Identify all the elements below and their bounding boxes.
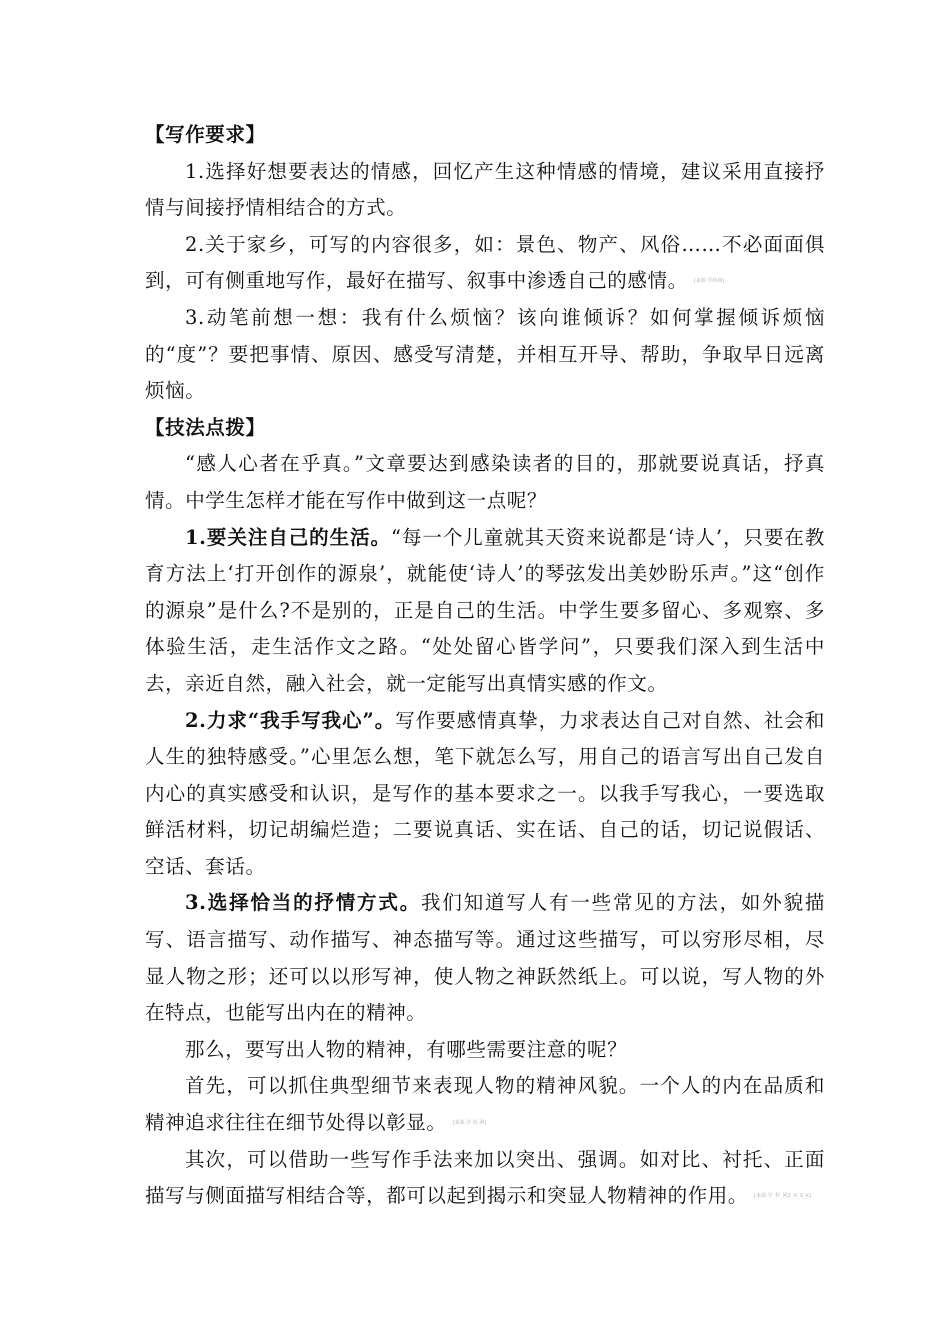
technique-point-3 xyxy=(145,885,825,1031)
source-watermark: [来源:学.科.网] xyxy=(452,1120,487,1127)
technique-point-1 xyxy=(145,520,825,703)
requirement-item-3: 3.动笔前想一想：我有什么烦恼？该向谁倾诉？如何掌握倾诉烦恼的“度”？要把事情、原因、感受写清楚，并相互开导、帮助，争取早日远离烦恼。 xyxy=(145,305,825,403)
question-paragraph: 那么，要写出人物的精神，有哪些需要注意的呢？ xyxy=(185,1037,628,1061)
technique-point-2 xyxy=(145,703,825,886)
section-heading-technique-tips: 【技法点拨】 xyxy=(145,415,266,439)
technique-point-2-title: 2.力求“我手写我心”。 xyxy=(185,708,396,732)
source-watermark: [来源:学科网] xyxy=(693,278,725,285)
requirement-item-1: 1.选择好想要表达的情感，回忆产生这种情感的情境，建议采用直接抒情与间接抒情相结合的方式。 xyxy=(145,159,825,220)
first-method-paragraph xyxy=(145,1068,825,1141)
technique-point-3-title: 3.选择恰当的抒情方式。 xyxy=(185,891,422,915)
requirement-item-2 xyxy=(145,227,825,300)
source-watermark: [来源:学_科_网Z_X_X_K] xyxy=(754,1193,812,1200)
document-body xyxy=(145,117,825,1215)
second-method-text: 其次，可以借助一些写作手法来加以突出、强调。如对比、衬托、正面描写与侧面描写相结合等，都可以起到揭示和突显人物精神的作用。 xyxy=(145,1147,825,1208)
technique-point-1-title: 1.要关注自己的生活。 xyxy=(185,525,392,549)
second-method-paragraph xyxy=(145,1142,825,1215)
technique-point-3-text: 我们知道写人有一些常见的方法，如外貌描写、语言描写、动作描写、神态描写等。通过这些描写，可以穷形尽相，尽显人物之形；还可以以形写神，使人物之神跃然纸上。可以说，写人物的外在特点，也能写出内在的精神。 xyxy=(145,891,826,1025)
technique-point-1-text: “每一个儿童就其天资来说都是‘诗人’，只要在教育方法上‘打开创作的源泉’，就能使‘诗人’的琴弦发出美妙盼乐声。”这“创作的源泉”是什么?不是别的，正是自己的生活。中学生要多留心、多观察、多体验生活，走生活作文之路。“处处留心皆学问”，只要我们深入到生活中去，亲近自然，融入社会，就一定能写出真情实感的作文。 xyxy=(145,525,825,695)
section-heading-writing-requirements: 【写作要求】 xyxy=(145,123,266,146)
requirement-item-2-text: 2.关于家乡，可写的内容很多，如：景色、物产、风俗……不必面面俱到，可有侧重地写作，最好在描写、叙事中渗透自己的感情。 xyxy=(145,232,825,293)
technique-point-2-text: 写作要感情真挚，力求表达自己对自然、社会和人生的独特感受。”心里怎么想，笔下就怎么写，用自己的语言写出自己发自内心的真实感受和认识，是写作的基本要求之一。以我手写我心，一要选取鲜活材料，切记胡编烂造；二要说真话、实在话、自己的话，切记说假话、空话、套话。 xyxy=(145,708,825,878)
technique-intro: “感人心者在乎真。”文章要达到感染读者的目的，那就要说真话，抒真情。中学生怎样才能在写作中做到这一点呢？ xyxy=(145,452,825,512)
first-method-text: 首先，可以抓住典型细节来表现人物的精神风貌。一个人的内在品质和精神追求往往在细节处得以彰显。 xyxy=(145,1074,825,1135)
